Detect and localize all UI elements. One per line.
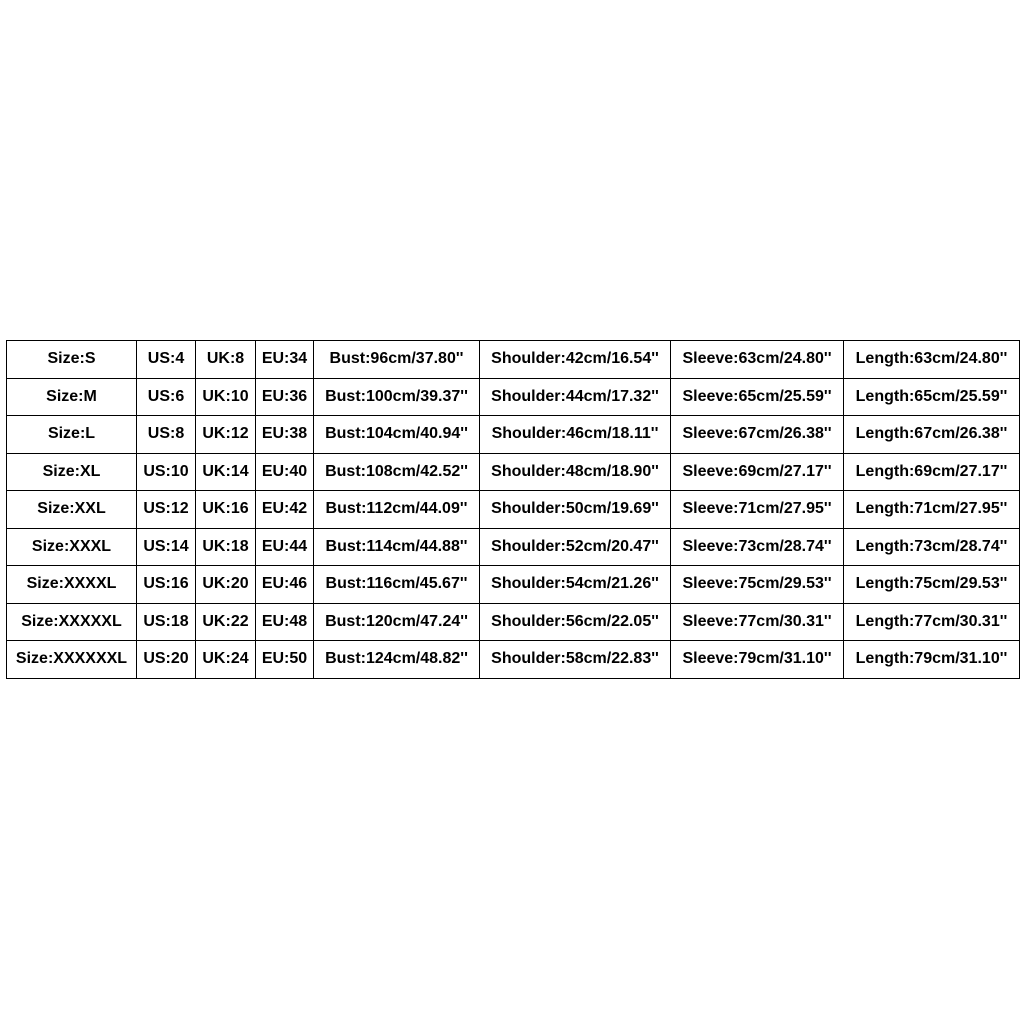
table-row	[7, 453, 1020, 491]
sleeve-cell: Sleeve:77cm/30.31''	[671, 603, 844, 641]
sleeve-cell: Sleeve:67cm/26.38''	[671, 416, 844, 454]
shoulder-cell: Shoulder:58cm/22.83''	[480, 641, 671, 679]
bust-cell: Bust:114cm/44.88''	[314, 528, 480, 566]
eu-size-cell: EU:42	[256, 491, 314, 529]
size-cell: Size:XL	[7, 453, 137, 491]
bust-cell: Bust:124cm/48.82''	[314, 641, 480, 679]
bust-cell: Bust:100cm/39.37''	[314, 378, 480, 416]
shoulder-cell: Shoulder:42cm/16.54''	[480, 341, 671, 379]
shoulder-cell: Shoulder:52cm/20.47''	[480, 528, 671, 566]
uk-size-cell: UK:16	[196, 491, 256, 529]
shoulder-cell: Shoulder:50cm/19.69''	[480, 491, 671, 529]
table-row	[7, 491, 1020, 529]
sleeve-cell: Sleeve:79cm/31.10''	[671, 641, 844, 679]
size-cell: Size:S	[7, 341, 137, 379]
bust-cell: Bust:112cm/44.09''	[314, 491, 480, 529]
eu-size-cell: EU:40	[256, 453, 314, 491]
table-row	[7, 566, 1020, 604]
table-row	[7, 528, 1020, 566]
size-cell: Size:M	[7, 378, 137, 416]
shoulder-cell: Shoulder:46cm/18.11''	[480, 416, 671, 454]
uk-size-cell: UK:14	[196, 453, 256, 491]
sleeve-cell: Sleeve:69cm/27.17''	[671, 453, 844, 491]
sleeve-cell: Sleeve:63cm/24.80''	[671, 341, 844, 379]
length-cell: Length:69cm/27.17''	[844, 453, 1020, 491]
uk-size-cell: UK:10	[196, 378, 256, 416]
length-cell: Length:71cm/27.95''	[844, 491, 1020, 529]
us-size-cell: US:16	[137, 566, 196, 604]
size-chart-table	[6, 340, 1020, 679]
size-cell: Size:L	[7, 416, 137, 454]
us-size-cell: US:10	[137, 453, 196, 491]
us-size-cell: US:20	[137, 641, 196, 679]
bust-cell: Bust:120cm/47.24''	[314, 603, 480, 641]
shoulder-cell: Shoulder:54cm/21.26''	[480, 566, 671, 604]
bust-cell: Bust:104cm/40.94''	[314, 416, 480, 454]
length-cell: Length:63cm/24.80''	[844, 341, 1020, 379]
length-cell: Length:73cm/28.74''	[844, 528, 1020, 566]
size-cell: Size:XXXXXL	[7, 603, 137, 641]
eu-size-cell: EU:38	[256, 416, 314, 454]
bust-cell: Bust:108cm/42.52''	[314, 453, 480, 491]
uk-size-cell: UK:18	[196, 528, 256, 566]
length-cell: Length:65cm/25.59''	[844, 378, 1020, 416]
us-size-cell: US:14	[137, 528, 196, 566]
length-cell: Length:77cm/30.31''	[844, 603, 1020, 641]
sleeve-cell: Sleeve:75cm/29.53''	[671, 566, 844, 604]
sleeve-cell: Sleeve:73cm/28.74''	[671, 528, 844, 566]
us-size-cell: US:8	[137, 416, 196, 454]
uk-size-cell: UK:20	[196, 566, 256, 604]
bust-cell: Bust:96cm/37.80''	[314, 341, 480, 379]
table-row	[7, 641, 1020, 679]
size-cell: Size:XXXXXXL	[7, 641, 137, 679]
length-cell: Length:79cm/31.10''	[844, 641, 1020, 679]
size-chart-body	[7, 341, 1020, 679]
table-row	[7, 378, 1020, 416]
table-row	[7, 341, 1020, 379]
shoulder-cell: Shoulder:56cm/22.05''	[480, 603, 671, 641]
shoulder-cell: Shoulder:44cm/17.32''	[480, 378, 671, 416]
eu-size-cell: EU:46	[256, 566, 314, 604]
us-size-cell: US:18	[137, 603, 196, 641]
size-cell: Size:XXL	[7, 491, 137, 529]
uk-size-cell: UK:24	[196, 641, 256, 679]
eu-size-cell: EU:34	[256, 341, 314, 379]
uk-size-cell: UK:8	[196, 341, 256, 379]
eu-size-cell: EU:50	[256, 641, 314, 679]
size-cell: Size:XXXXL	[7, 566, 137, 604]
eu-size-cell: EU:48	[256, 603, 314, 641]
table-row	[7, 416, 1020, 454]
size-cell: Size:XXXL	[7, 528, 137, 566]
eu-size-cell: EU:44	[256, 528, 314, 566]
table-row	[7, 603, 1020, 641]
shoulder-cell: Shoulder:48cm/18.90''	[480, 453, 671, 491]
uk-size-cell: UK:22	[196, 603, 256, 641]
us-size-cell: US:12	[137, 491, 196, 529]
us-size-cell: US:4	[137, 341, 196, 379]
eu-size-cell: EU:36	[256, 378, 314, 416]
bust-cell: Bust:116cm/45.67''	[314, 566, 480, 604]
length-cell: Length:67cm/26.38''	[844, 416, 1020, 454]
sleeve-cell: Sleeve:71cm/27.95''	[671, 491, 844, 529]
length-cell: Length:75cm/29.53''	[844, 566, 1020, 604]
sleeve-cell: Sleeve:65cm/25.59''	[671, 378, 844, 416]
uk-size-cell: UK:12	[196, 416, 256, 454]
us-size-cell: US:6	[137, 378, 196, 416]
